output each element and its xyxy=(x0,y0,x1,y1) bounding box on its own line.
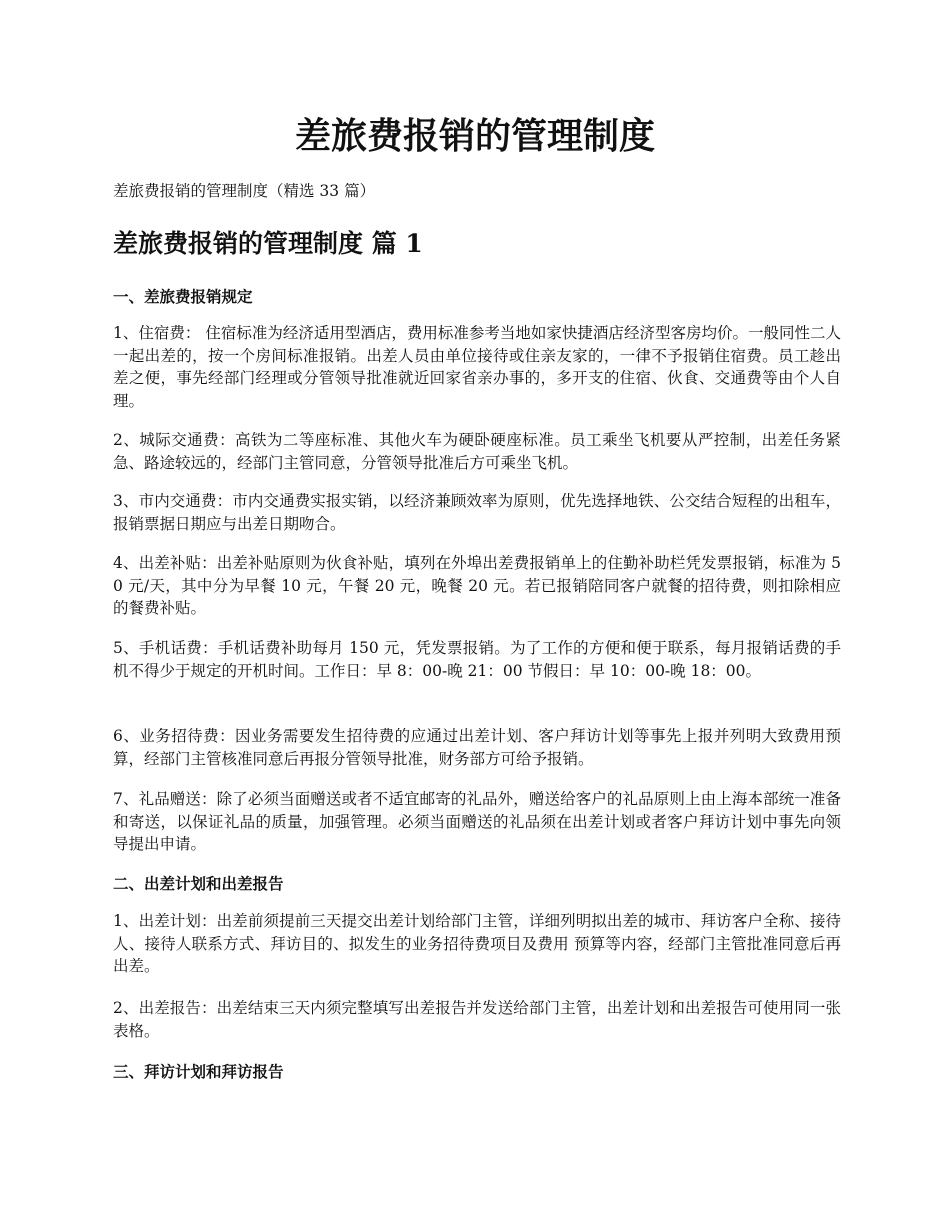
paragraph-phone-fee: 5、手机话费：手机话费补助每月 150 元，凭发票报销。为了工作的方便和便于联系，每月报销话费的手机不得少于规定的开机时间。工作日：早 8：00-晚 21：00 节假日：早 10：00-晚 18：00。 xyxy=(113,639,841,680)
part-heading-2: 二、出差计划和出差报告 xyxy=(113,874,284,893)
paragraph-travel-report: 2、出差报告：出差结束三天内须完整填写出差报告并发送给部门主管，出差计划和出差报告可使用同一张表格。 xyxy=(113,999,841,1040)
paragraph-city-transport: 3、市内交通费：市内交通费实报实销，以经济兼顾效率为原则，优先选择地铁、公交结合短程的出租车，报销票据日期应与出差日期吻合。 xyxy=(113,492,841,533)
paragraph-entertainment: 6、业务招待费：因业务需要发生招待费的应通过出差计划、客户拜访计划等事先上报并列明大致费用预算，经部门主管核准同意后再报分管领导批准，财务部方可给予报销。 xyxy=(113,727,841,768)
part-heading-3: 三、拜访计划和拜访报告 xyxy=(113,1062,284,1081)
paragraph-accommodation: 1、住宿费： 住宿标准为经济适用型酒店，费用标准参考当地如家快捷酒店经济型客房均价。一般同性二人一起出差的，按一个房间标准报销。出差人员由单位接待或住亲友家的，一律不予报销住宿费。员工趁出差之便，事先经部门经理或分管领导批准就近回家省亲办事的，多开支的住宿、伙食、交通费等由个人自理。 xyxy=(113,324,841,410)
section-heading: 差旅费报销的管理制度 篇 1 xyxy=(113,229,423,258)
document-subtitle: 差旅费报销的管理制度（精选 33 篇） xyxy=(113,182,376,200)
page-title: 差旅费报销的管理制度 xyxy=(294,115,655,157)
paragraph-gifts: 7、礼品赠送：除了必须当面赠送或者不适宜邮寄的礼品外，赠送给客户的礼品原则上由上海本部统一准备和寄送，以保证礼品的质量，加强管理。必须当面赠送的礼品须在出差计划或者客户拜访计划中事先向领导提出申请。 xyxy=(113,790,841,853)
part-heading-1: 一、差旅费报销规定 xyxy=(113,287,253,306)
paragraph-travel-plan: 1、出差计划：出差前须提前三天提交出差计划给部门主管，详细列明拟出差的城市、拜访客户全称、接待人、接待人联系方式、拜访目的、拟发生的业务招待费项目及费用 预算等内容，经部门主管批准同意后再出差。 xyxy=(113,912,841,975)
paragraph-travel-allowance: 4、出差补贴：出差补贴原则为伙食补贴，填列在外埠出差费报销单上的住勤补助栏凭发票报销，标准为 50 元/天，其中分为早餐 10 元，午餐 20 元，晚餐 20 元。若已报销陪同客户就餐的招待费，则扣除相应的餐费补贴。 xyxy=(113,554,841,617)
paragraph-intercity-transport: 2、城际交通费：高铁为二等座标准、其他火车为硬卧硬座标准。员工乘坐飞机要从严控制，出差任务紧急、路途较远的，经部门主管同意，分管领导批准后方可乘坐飞机。 xyxy=(113,431,841,472)
